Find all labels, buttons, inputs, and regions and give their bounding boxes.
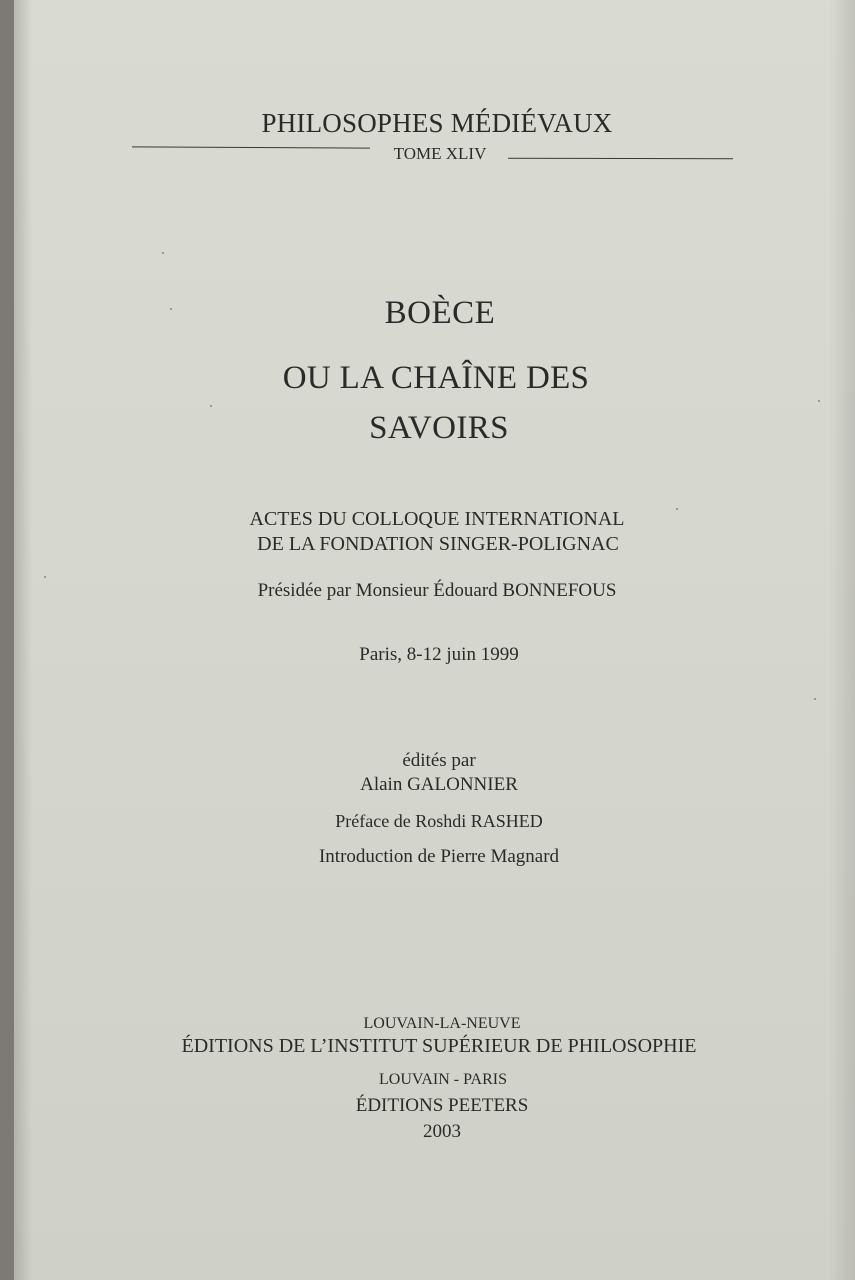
editor-name: Alain GALONNIER: [360, 774, 518, 795]
proceedings-line-2: DE LA FONDATION SINGER-POLIGNAC: [257, 533, 619, 555]
series-rule-left: [132, 146, 370, 148]
series-tome: TOME XLIV: [393, 144, 487, 163]
paper-speck: [162, 252, 164, 254]
publisher-name-2: ÉDITIONS PEETERS: [355, 1095, 529, 1116]
paper-speck: [818, 400, 820, 402]
introduction-credit: Introduction de Pierre Magnard: [318, 846, 560, 867]
paper-speck: [44, 576, 46, 578]
book-title-line-3: SAVOIRS: [369, 410, 509, 446]
paper-speck: [170, 308, 172, 310]
book-title-line-2: OU LA CHAÎNE DES: [282, 360, 590, 396]
preface-credit: Préface de Roshdi RASHED: [335, 811, 543, 831]
publisher-name-1: ÉDITIONS DE L’INSTITUT SUPÉRIEUR DE PHILOSOPHIE: [181, 1035, 697, 1057]
proceedings-line-1: ACTES DU COLLOQUE INTERNATIONAL: [249, 508, 625, 530]
paper-speck: [676, 508, 678, 510]
paper-speck: [210, 405, 212, 407]
place-date: Paris, 8-12 juin 1999: [359, 644, 519, 665]
publisher-location-1: LOUVAIN-LA-NEUVE: [363, 1015, 521, 1032]
publication-year: 2003: [423, 1121, 461, 1142]
series-rule-right: [508, 158, 733, 159]
paper-speck: [814, 698, 816, 700]
presided-by: Présidée par Monsieur Édouard BONNEFOUS: [257, 580, 617, 601]
publisher-location-2: LOUVAIN - PARIS: [378, 1071, 508, 1088]
book-cover: [14, 0, 855, 1280]
edited-by-label: édités par: [402, 750, 476, 771]
book-title-line-1: BOÈCE: [384, 295, 496, 331]
series-title: PHILOSOPHES MÉDIÉVAUX: [261, 108, 613, 138]
